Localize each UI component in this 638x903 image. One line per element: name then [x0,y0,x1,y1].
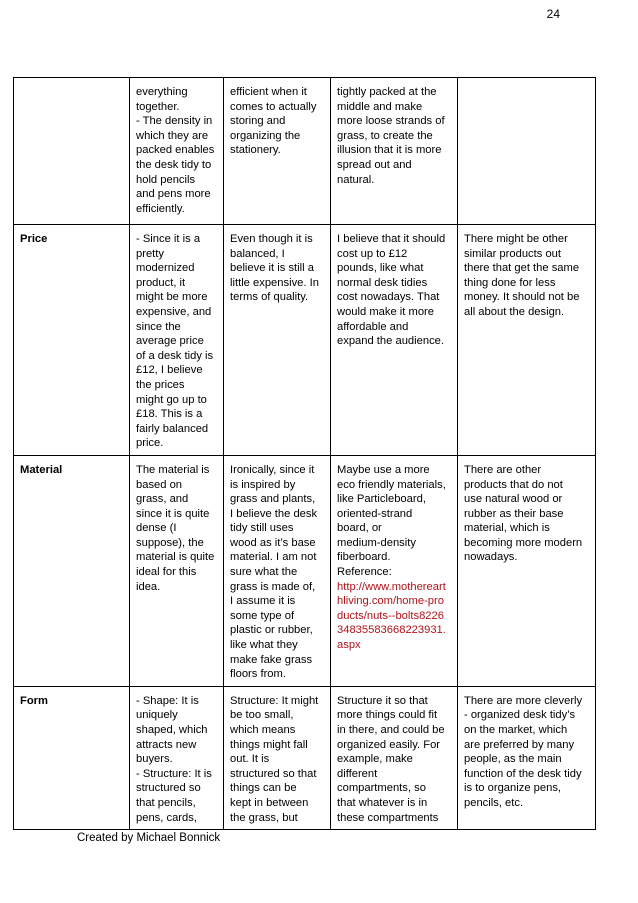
row-label-price: Price [14,225,130,456]
page-number: 24 [546,7,560,21]
table-cell: There are other products that do not use natural wood or rubber as their base material, which is becoming more modern nowadays. [458,455,596,686]
table-cell: tightly packed at the middle and make more loose strands of grass, to create the illusion that it is more spread out and natural. [331,78,458,225]
table-cell: There might be other similar products out there that get the same thing done for less money. It should not be all about the design. [458,225,596,456]
table-cell: There are more cleverly - organized desk tidy’s on the market, which are preferred by many people, as the main function of the desk tidy is to organize pens, pencils, etc. [458,686,596,829]
table-cell [331,455,458,686]
table-cell: Structure: It might be too small, which means things might fall out. It is structured so that things can be kept in between the grass, but [224,686,331,829]
table-row [14,225,596,456]
evaluation-table [13,77,596,830]
table-cell: Ironically, since it is inspired by grass and plants, I believe the desk tidy still uses wood as it’s base material. I am not sure what the grass is made of, I assume it is some type of plastic or rubber, like what they make fake grass floors from. [224,455,331,686]
table-cell: efficient when it comes to actually storing and organizing the stationery. [224,78,331,225]
table-cell: Even though it is balanced, I believe it is still a little expensive. In terms of quality. [224,225,331,456]
table-cell: Structure it so that more things could fit in there, and could be organized easily. For example, make different compartments, so that whatever is in these compartments [331,686,458,829]
footer-credit: Created by Michael Bonnick [77,832,221,844]
table-cell: - Shape: It is uniquely shaped, which attracts new buyers. - Structure: It is structured so that pencils, pens, cards, [130,686,224,829]
table-cell: everything together. - The density in which they are packed enables the desk tidy to hold pencils and pens more efficiently. [130,78,224,225]
table-cell: The material is based on grass, and since it is quite dense (I suppose), the material is quite ideal for this idea. [130,455,224,686]
reference-link[interactable]: http://www.mothereart hliving.com/home-pro ducts/nuts--bolts8226 34835583668223931. aspx [337,580,446,652]
row-label-form: Form [14,686,130,829]
cell-text: Maybe use a more eco friendly materials, like Particleboard, oriented-strand board, or medium-density fiberboard. Reference: [337,463,446,579]
table-cell: - Since it is a pretty modernized product, it might be more expensive, and since the average price of a desk tidy is £12, I believe the prices might go up to £18. This is a fairly balanced price. [130,225,224,456]
table-row [14,455,596,686]
table-cell: I believe that it should cost up to £12 pounds, like what normal desk tidies cost nowadays. That would make it more affordable and expand the audience. [331,225,458,456]
table-cell [458,78,596,225]
row-label [14,78,130,225]
table-row [14,78,596,225]
table-row [14,686,596,829]
row-label-material: Material [14,455,130,686]
